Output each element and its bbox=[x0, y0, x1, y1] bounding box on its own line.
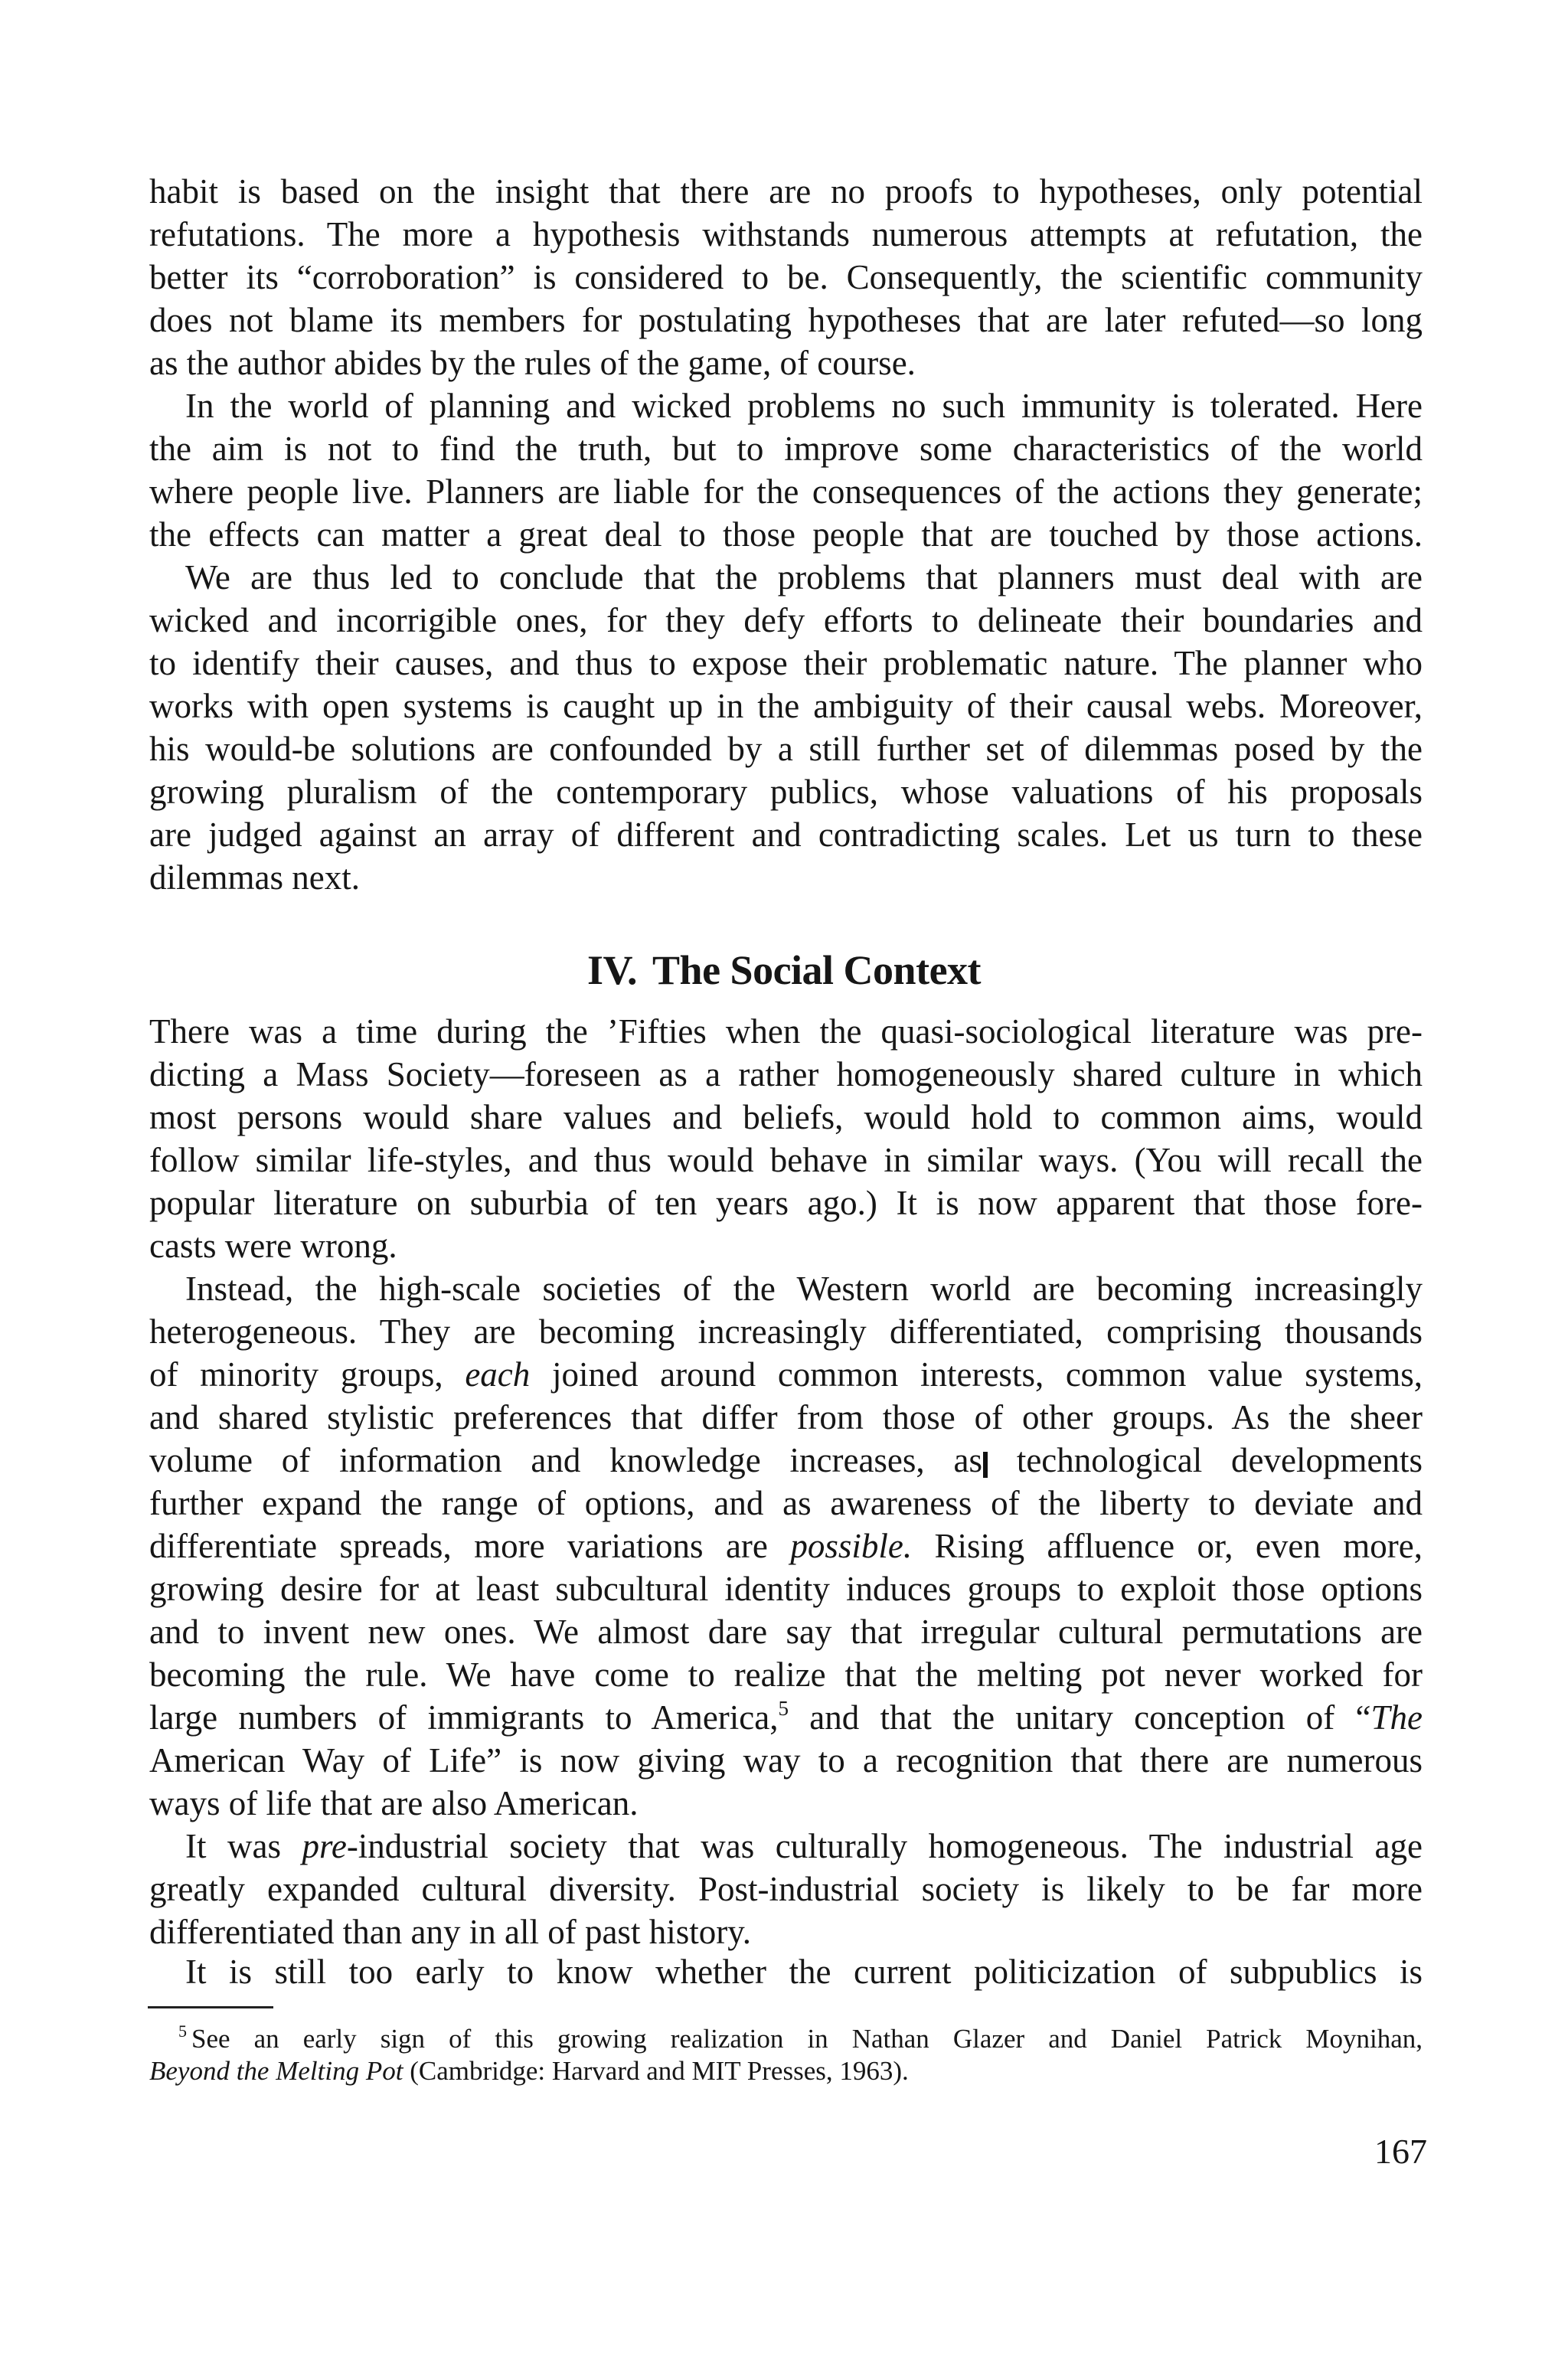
text-line: heterogeneous. They are becoming increasingly differentiated, comprising thousands bbox=[149, 1312, 1423, 1351]
text-line: In the world of planning and wicked problems no such immunity is tolerated. Here bbox=[185, 387, 1423, 425]
text-span: large numbers of immigrants to America, bbox=[149, 1698, 779, 1737]
text-line bbox=[149, 1353, 1423, 1396]
text-span: joined around common interests, common value systems, bbox=[530, 1355, 1423, 1394]
text-line: better its “corroboration” is considered to be. Consequently, the scientific community bbox=[149, 258, 1423, 296]
text-span: and that the unitary conception of “ bbox=[788, 1698, 1371, 1737]
text-line: further expand the range of options, and as awareness of the liberty to deviate and bbox=[149, 1484, 1423, 1522]
text-line: popular literature on suburbia of ten years ago.) It is now apparent that those fore- bbox=[149, 1184, 1423, 1222]
text-line: follow similar life-styles, and thus would behave in similar ways. (You will recall the bbox=[149, 1141, 1423, 1179]
text-line: American Way of Life” is now giving way to a recognition that there are numerous bbox=[149, 1741, 1423, 1780]
footnote-text: See an early sign of this growing realization in Nathan Glazer and Daniel Patrick Moynihan, bbox=[191, 2024, 1423, 2054]
text-line: dicting a Mass Society—foreseen as a rather homogeneously shared culture in which bbox=[149, 1055, 1423, 1093]
text-line: most persons would share values and beliefs, would hold to common aims, would bbox=[149, 1098, 1423, 1136]
text-line: as the author abides by the rules of the game, of course. bbox=[149, 344, 916, 382]
text-line: greatly expanded cultural diversity. Post-industrial society is likely to be far more bbox=[149, 1870, 1423, 1908]
text-line: where people live. Planners are liable for the consequences of the actions they generate; bbox=[149, 472, 1423, 511]
footnote-marker: 5 bbox=[178, 2021, 187, 2041]
text-span: Rising affluence or, even more, bbox=[912, 1527, 1423, 1565]
text-line: Instead, the high-scale societies of the Western world are becoming increasingly bbox=[185, 1270, 1423, 1308]
emphasis-text: The bbox=[1370, 1698, 1423, 1737]
text-span: technological developments bbox=[987, 1441, 1423, 1479]
emphasis-text: each bbox=[465, 1355, 531, 1394]
footnote-divider bbox=[148, 2006, 273, 2008]
footnote-book-title: Beyond the Melting Pot bbox=[149, 2056, 403, 2086]
text-span: volume of information and knowledge increases, as bbox=[149, 1441, 982, 1479]
text-line: differentiated than any in all of past history. bbox=[149, 1913, 752, 1951]
text-span: of minority groups, bbox=[149, 1355, 466, 1394]
section-number: IV. bbox=[586, 947, 638, 993]
page-number: 167 bbox=[1374, 2132, 1427, 2171]
text-line: growing pluralism of the contemporary publics, whose valuations of his proposals bbox=[149, 773, 1423, 811]
text-line: growing desire for at least subcultural identity induces groups to exploit those options bbox=[149, 1570, 1423, 1608]
text-line: There was a time during the ’Fifties when the quasi-sociological literature was pre- bbox=[149, 1012, 1423, 1051]
emphasis-text: possible. bbox=[790, 1527, 913, 1565]
text-line: are judged against an array of different and contradicting scales. Let us turn to these bbox=[149, 815, 1423, 854]
text-line: the effects can matter a great deal to those people that are touched by those actions. bbox=[149, 515, 1423, 554]
text-line: dilemmas next. bbox=[149, 858, 360, 897]
text-span: -industrial society that was culturally homogeneous. The industrial age bbox=[346, 1827, 1423, 1865]
text-line: works with open systems is caught up in the ambiguity of their causal webs. Moreover, bbox=[149, 687, 1423, 725]
emphasis-text: pre bbox=[302, 1827, 347, 1865]
text-line bbox=[149, 1525, 1423, 1567]
text-line: and shared stylistic preferences that differ from those of other groups. As the sheer bbox=[149, 1398, 1423, 1436]
text-span: differentiate spreads, more variations are bbox=[149, 1527, 791, 1565]
footnote-reference-5[interactable]: 5 bbox=[778, 1697, 789, 1720]
text-line: his would-be solutions are confounded by a still further set of dilemmas posed by the bbox=[149, 730, 1423, 768]
text-line: and to invent new ones. We almost dare say that irregular cultural permutations are bbox=[149, 1613, 1423, 1651]
text-line: does not blame its members for postulating hypotheses that are later refuted—so long bbox=[149, 301, 1423, 339]
text-line: habit is based on the insight that there are no proofs to hypotheses, only potential bbox=[149, 172, 1423, 211]
text-line: to identify their causes, and thus to expose their problematic nature. The planner who bbox=[149, 644, 1423, 682]
text-line: becoming the rule. We have come to realize that the melting pot never worked for bbox=[149, 1655, 1423, 1694]
footnote-text: (Cambridge: Harvard and MIT Presses, 1963). bbox=[403, 2056, 909, 2086]
text-line: We are thus led to conclude that the problems that planners must deal with are bbox=[185, 558, 1423, 596]
text-line bbox=[149, 1696, 1423, 1739]
text-line bbox=[149, 1439, 1423, 1482]
text-line: casts were wrong. bbox=[149, 1227, 397, 1265]
section-title: The Social Context bbox=[652, 947, 982, 993]
text-line: the aim is not to find the truth, but to improve some characteristics of the world bbox=[149, 430, 1423, 468]
text-line: ways of life that are also American. bbox=[149, 1784, 639, 1822]
footnote-line bbox=[178, 2023, 1423, 2055]
section-heading bbox=[0, 946, 1568, 994]
text-line: wicked and incorrigible ones, for they defy efforts to delineate their boundaries and bbox=[149, 601, 1423, 639]
text-span: It was bbox=[185, 1827, 302, 1865]
text-line bbox=[185, 1825, 1423, 1868]
text-line: refutations. The more a hypothesis withstands numerous attempts at refutation, the bbox=[149, 215, 1423, 253]
text-line: It is still too early to know whether the current politicization of subpublics is bbox=[185, 1953, 1423, 1991]
footnote-line bbox=[149, 2055, 1423, 2087]
